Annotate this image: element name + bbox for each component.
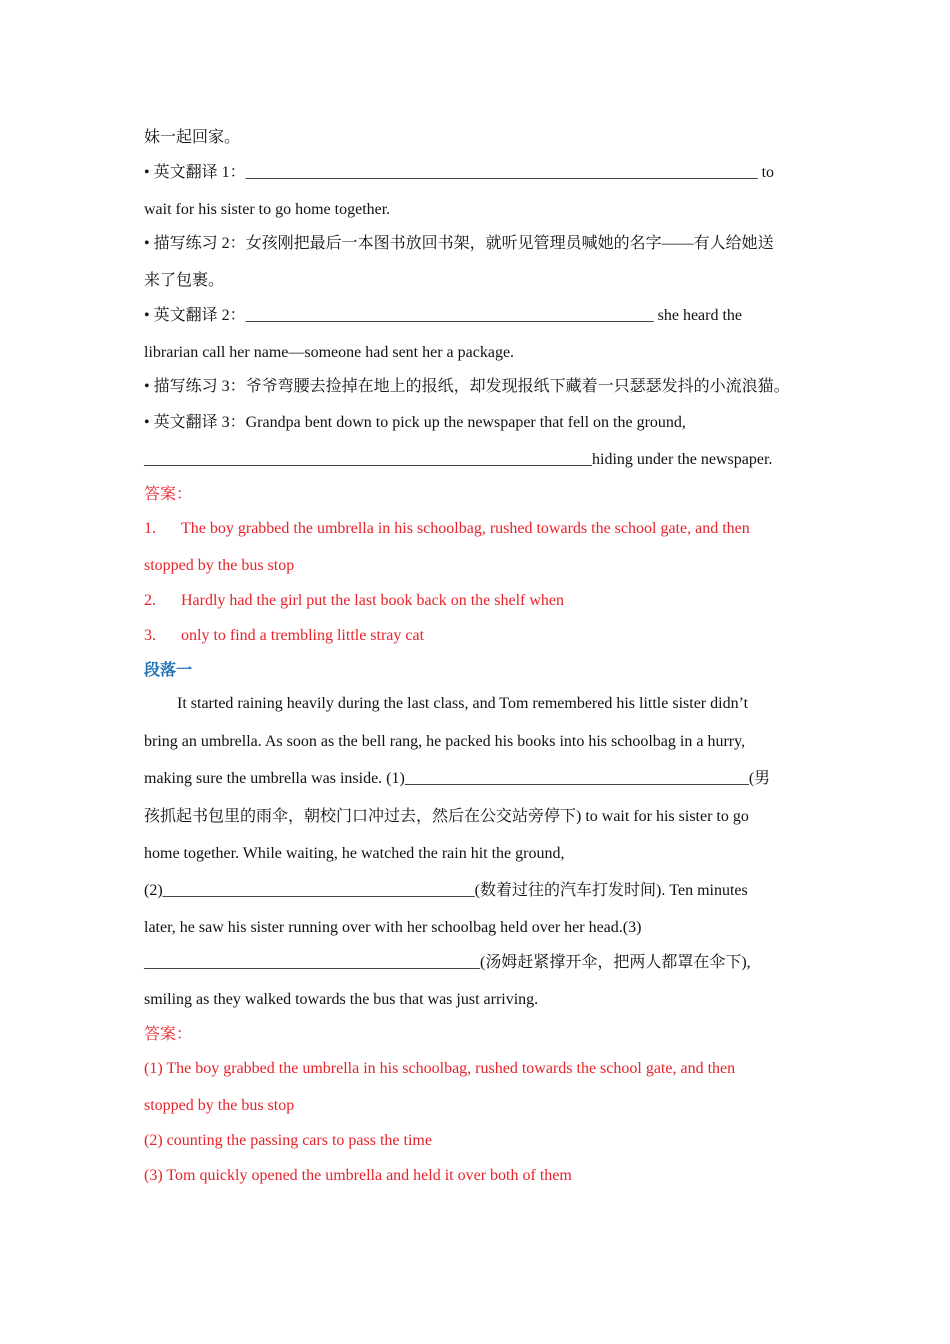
paragraph-line-3-hint: (男 bbox=[748, 770, 771, 787]
answers-1-item-2 bbox=[144, 591, 564, 611]
translation-3-blank: ________________________________________________________ bbox=[144, 451, 592, 468]
paragraph-line-8 bbox=[144, 953, 751, 973]
paragraph-line-3 bbox=[144, 769, 770, 789]
answers-1-item-1-line-1 bbox=[144, 519, 750, 539]
intro-tail: 妹一起回家。 bbox=[144, 129, 241, 146]
answers-1-item-3-number: 3. bbox=[144, 627, 156, 644]
paragraph-line-6-hint: (数着过往的汽车打发时间). Ten minutes bbox=[474, 882, 748, 899]
paragraph-line-8-hint: (汤姆赶紧撑开伞，把两人都罩在伞下), bbox=[480, 954, 751, 971]
paragraph-heading: 段落一 bbox=[144, 662, 193, 679]
answers-1-item-1-line-2: stopped by the bus stop bbox=[144, 557, 295, 574]
answers-1-item-1-number: 1. bbox=[144, 520, 156, 537]
answers-1-item-3-text: only to find a trembling little stray cat bbox=[181, 627, 425, 644]
answers-2-item-3: (3) Tom quickly opened the umbrella and held it over both of them bbox=[144, 1167, 572, 1184]
translation-1-blank: ________________________________________________________________ bbox=[245, 164, 758, 181]
answers-1-item-3 bbox=[144, 626, 424, 646]
paragraph-line-1: It started raining heavily during the last class, and Tom remembered his little sister didn’t bbox=[177, 695, 749, 712]
answers-1-item-2-number: 2. bbox=[144, 592, 156, 609]
translation-2-label: • 英文翻译 2： bbox=[144, 307, 246, 324]
translation-2-blank: ___________________________________________________ bbox=[245, 307, 654, 324]
paragraph-line-6 bbox=[144, 881, 748, 901]
translation-1-after: to bbox=[757, 164, 775, 181]
paragraph-line-9: smiling as they walked towards the bus that was just arriving. bbox=[144, 991, 539, 1008]
translation-1-cont: wait for his sister to go home together. bbox=[144, 201, 391, 218]
paragraph-line-4: 孩抓起书包里的雨伞，朝校门口冲过去，然后在公交站旁停下) to wait for his sister to go bbox=[144, 808, 749, 825]
paragraph-line-6-num: (2) bbox=[144, 882, 163, 899]
answers-2-label: 答案： bbox=[144, 1026, 193, 1043]
description-2-line-1: • 描写练习 2：女孩刚把最后一本图书放回书架，就听见管理员喊她的名字——有人给她送 bbox=[144, 235, 774, 252]
paragraph-line-7: later, he saw his sister running over with her schoolbag held over her head.(3) bbox=[144, 919, 642, 936]
translation-1-line bbox=[144, 163, 774, 183]
answers-2-item-2: (2) counting the passing cars to pass the time bbox=[144, 1132, 432, 1149]
paragraph-line-2: bring an umbrella. As soon as the bell rang, he packed his books into his schoolbag in a hurry, bbox=[144, 733, 746, 750]
blank-2: _______________________________________ bbox=[162, 882, 475, 899]
answers-2-item-1-line-1: (1) The boy grabbed the umbrella in his schoolbag, rushed towards the school gate, and then bbox=[144, 1060, 736, 1077]
paragraph-line-3-text: making sure the umbrella was inside. (1) bbox=[144, 770, 405, 787]
answers-1-label: 答案： bbox=[144, 486, 193, 503]
answers-2-item-1-line-2: stopped by the bus stop bbox=[144, 1097, 295, 1114]
paragraph-line-5: home together. While waiting, he watched the rain hit the ground, bbox=[144, 845, 565, 862]
blank-1: ___________________________________________ bbox=[404, 770, 749, 787]
answers-1-item-2-text: Hardly had the girl put the last book back on the shelf when bbox=[181, 592, 565, 609]
translation-1-label: • 英文翻译 1： bbox=[144, 164, 246, 181]
description-3: • 描写练习 3：爷爷弯腰去捡掉在地上的报纸，却发现报纸下藏着一只瑟瑟发抖的小流浪猫。 bbox=[144, 378, 790, 395]
translation-2-cont: librarian call her name—someone had sent her a package. bbox=[144, 344, 515, 361]
answers-1-item-1-text: The boy grabbed the umbrella in his schoolbag, rushed towards the school gate, and then bbox=[181, 520, 750, 537]
translation-3-line-1: • 英文翻译 3：Grandpa bent down to pick up the newspaper that fell on the ground, bbox=[144, 414, 686, 431]
blank-3: __________________________________________ bbox=[144, 954, 480, 971]
description-2-line-2: 来了包裹。 bbox=[144, 272, 225, 289]
translation-3-after: hiding under the newspaper. bbox=[592, 451, 773, 468]
translation-3-line-2 bbox=[144, 450, 772, 470]
translation-2-line bbox=[144, 306, 742, 326]
translation-2-after: she heard the bbox=[653, 307, 743, 324]
